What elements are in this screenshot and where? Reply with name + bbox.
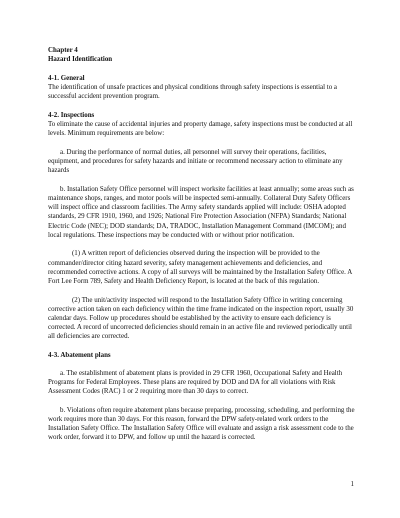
section-heading-abatement: 4-3. Abatement plans <box>48 351 111 360</box>
paragraph-abatement-b: b. Violations often require abatement plans because preparing, processing, scheduling, and performing the work requires more than 30 days. For this reason, forward the DPW safety-related work orders to the Installation Safety Office. The Installation Safety Office will evaluate and assign a risk assessment code to the work order, forward it to DPW, and follow up until the hazard is corrected. <box>48 405 355 442</box>
chapter-title: Hazard Identification <box>48 55 113 64</box>
paragraph-general: The identification of unsafe practices and physical conditions through safety inspections is essential to a successful accident prevention program. <box>48 83 337 101</box>
section-heading-general: 4-1. General <box>48 73 85 82</box>
paragraph-abatement-a: a. The establishment of abatement plans is provided in 29 CFR 1960, Occupational Safety and Health Programs for Federal Employees. These plans are required by DOD and DA for all violations with Risk Assessment Codes (RAC) 1 or 2 requiring more than 30 days to correct. <box>48 368 343 396</box>
section-heading-inspections: 4-2. Inspections <box>48 110 95 119</box>
paragraph-inspections-b: b. Installation Safety Office personnel will inspect worksite facilities at least annually; some areas such as maintenance shops, ranges, and motor pools will be inspected semi-annually. Collateral Duty Safety Officers will inspect office and classroom facilities. The Army safety standards applied will include: OSHA adopted standards, 29 CFR 1910, 1960, and 1926; National Fire Protection Association (NFPA) Standards; National Electric Code (NEC); DOD standards; DA, TRADOC, Installation Management Command (IMCOM); and local regulations. These inspections may be conducted with or without prior notification. <box>48 184 354 239</box>
paragraph-inspections-intro: To eliminate the cause of accidental injuries and property damage, safety inspections must be conducted at all levels. Minimum requirements are below: <box>48 120 353 138</box>
chapter-label: Chapter 4 <box>48 46 78 54</box>
page-number: 1 <box>350 480 354 488</box>
paragraph-inspections-a: a. During the performance of normal duties, all personnel will survey their operations, facilities, equipment, and procedures for safety hazards and initiate or recommend necessary action to eliminate any hazards <box>48 147 343 175</box>
paragraph-inspections-b1: (1) A written report of deficiencies observed during the inspection will be provided to the commander/director citing hazard severity, safety management achievements and deficiencies, and recommended corrective actions. A copy of all surveys will be maintained by the Installation Safety Office. A Fort Lee Form 789, Safety and Health Deficiency Report, is located at the back of this regulation. <box>48 249 352 286</box>
paragraph-inspections-b2: (2) The unit/activity inspected will respond to the Installation Safety Office in writing concerning corrective action taken on each deficiency within the time frame indicated on the inspection report, usually 30 calendar days. Follow up procedures should be established by the activity to ensure each deficiency is corrected. A record of uncorrected deficiencies should remain in an active file and reviewed periodically until all deficiencies are corrected. <box>48 295 354 341</box>
